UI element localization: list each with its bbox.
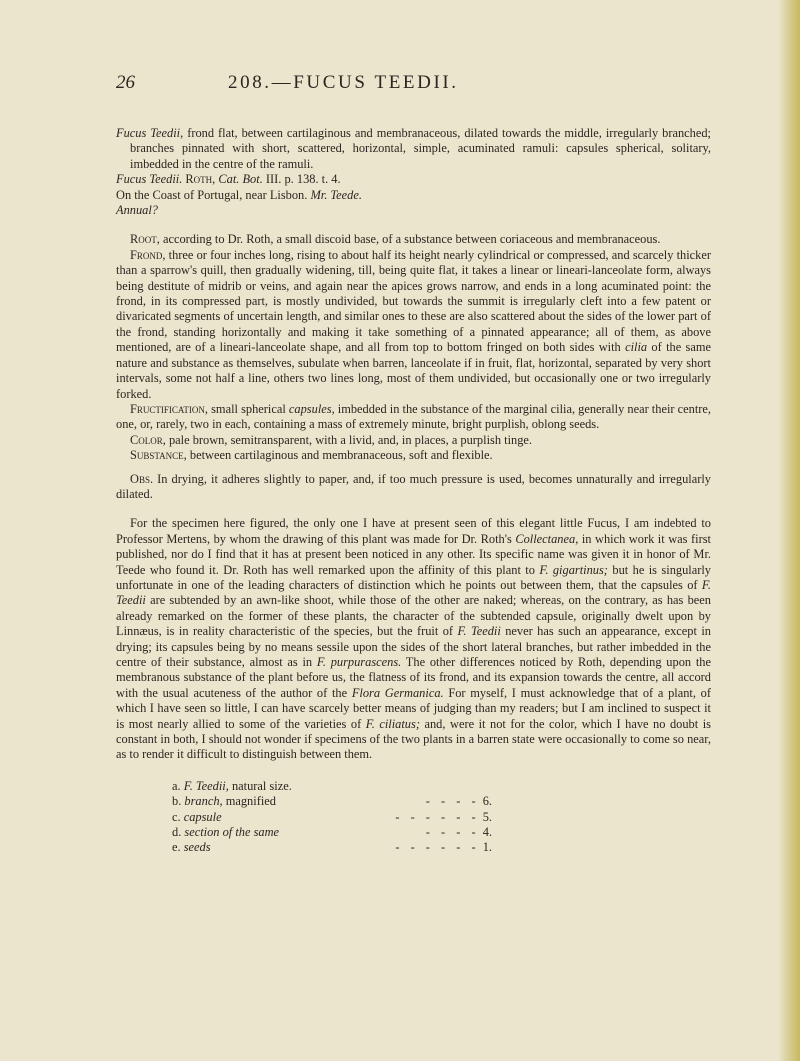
legend-row: d. section of the same - - - - 4. <box>172 825 492 840</box>
legend-row: b. branch, magnified - - - - 6. <box>172 794 492 809</box>
species-diagnosis <box>116 126 711 172</box>
page-edge <box>778 0 800 1061</box>
figure-legend <box>172 779 492 856</box>
diagnosis-text: , frond flat, between cartilaginous and membranaceous, dilated towards the middle, irregularly branched; branches pinnated with short, scattered, horizontal, simple, acuminated ramuli: capsules spherical, solitary, imbedded in the centre of the ramuli. <box>130 126 711 171</box>
description <box>116 232 711 463</box>
species-name: Fucus Teedii <box>116 126 181 140</box>
page-number: 26 <box>116 72 135 93</box>
page-title: 208.—FUCUS TEEDII. <box>228 72 459 93</box>
description-frond: Frond, three or four inches long, rising to about half its height nearly cylindrical or compressed, and scarcely thicker than a sparrow's quill, then gradually widening, till, being quite flat, it takes a linear or lineari-lanceolate form, always being destitute of midrib or veins, and again near the apices grows narrow, and ends in a long acuminated point: the frond, in its compressed part, is mostly undivided, but towards the summit is irregularly cleft into a few patent or divaricated segments of uncertain length, and similar ones to these are also scattered about the sides of the lower part of the frond, standing horizontally and making it take something of a pinnated appearance; all of them, as above mentioned, are of a lineari-lanceolate shape, and all from top to bottom fringed on both sides with cilia of the same nature and substance as themselves, subulate when barren, lanceolate if in fruit, flat, horizontal, separated by very short intervals, some not half a line, others two lines long, most of them undivided, but occasionally one or two irregularly forked. <box>116 247 711 401</box>
citation: Fucus Teedii. Roth, Cat. Bot. III. p. 138. t. 4. <box>116 172 341 187</box>
description-substance: Substance, between cartilaginous and membranaceous, soft and flexible. <box>130 448 493 463</box>
discussion: For the specimen here figured, the only one I have at present seen of this elegant little Fucus, I am indebted to Professor Mertens, by whom the drawing of this plant was made for Dr. Roth's Collectanea, in which work it was first published, nor do I find that it has at present been noticed in any other. Its specific name was given it in honor of Mr. Teede who found it. Dr. Roth has well remarked upon the affinity of this plant to F. gigartinus; but he is singularly unfortunate in one of the leading characters of distinction which he points out between them, that the capsules of F. Teedii are subtended by an awn-like shoot, while those of the other are naked; whereas, on the contrary, as has been already remarked on the former of these plants, the character of the subtended capsule, originally dwelt upon by Linnæus, is in reality characteristic of the species, but the fruit of F. Teedii never has such an appearance, except in drying; its capsules being by no means sessile upon the sides of the short lateral branches, but rather imbedded in the centre of their substance, almost as in F. purpurascens. The other differences noticed by Roth, depending upon the membranous substance of the plant before us, the flatness of its frond, and its expansion towards the centre, all accord with the usual acuteness of the author of the Flora Germanica. For myself, I must acknowledge that of a plant, of which I have seen so little, I can have scarcely better means of judging than my readers; but I am inclined to suspect it is most nearly allied to some of the varieties of F. ciliatus; and, were it not for the color, which I have no doubt is constant in both, I should not wonder if specimens of the two plants in a barren state were occasionally to come so near, as to render it difficult to distinguish between them. <box>116 516 712 762</box>
page-content <box>116 126 711 856</box>
page-header <box>116 72 740 98</box>
description-fructification: Fructification, small spherical capsules, imbedded in the substance of the marginal cilia, generally near their centre, one, or, rarely, two in each, containing a mass of extremely minute, bright purplish, oblong seeds. <box>116 401 711 432</box>
duration: Annual? <box>116 203 158 218</box>
legend-row: e. seeds - - - - - - 1. <box>172 840 492 855</box>
description-color: Color, pale brown, semitransparent, with a livid, and, in places, a purplish tinge. <box>130 432 532 447</box>
legend-row: c. capsule - - - - - - 5. <box>172 809 492 824</box>
legend-row: a. F. Teedii, natural size. <box>172 778 292 793</box>
locality: On the Coast of Portugal, near Lisbon. Mr. Teede. <box>116 187 362 202</box>
observation: Obs. In drying, it adheres slightly to paper, and, if too much pressure is used, becomes unnaturally and irregularly dilated. <box>116 471 711 501</box>
description-root: Root, according to Dr. Roth, a small discoid base, of a substance between coriaceous and membranaceous. <box>130 232 661 247</box>
